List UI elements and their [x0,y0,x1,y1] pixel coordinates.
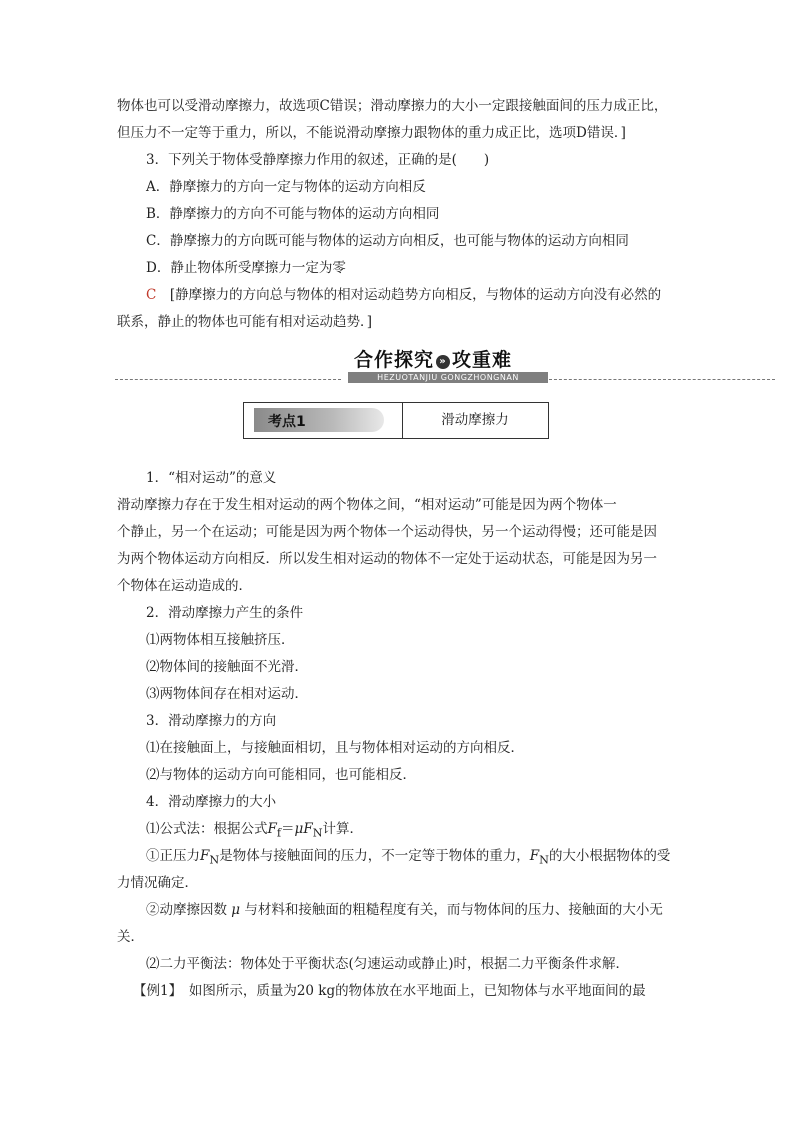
text: ①正压力 [146,848,200,864]
normal-force-line [146,847,670,870]
text-line: 个静止，另一个在运动；可能是因为两个物体一个运动得快，另一个运动得慢；还可能是因 [117,524,657,540]
text-line: 为两个物体运动方向相反．所以发生相对运动的物体不一定处于运动状态，可能是因为另一 [117,551,657,567]
formula-sub: f [276,826,282,840]
formula-eq: ＝ [281,821,295,837]
direction-2: ⑵与物体的运动方向可能相同，也可能相反． [146,767,416,783]
formula-pre: ⑴公式法：根据公式 [146,821,268,837]
formula-sub: N [312,826,323,840]
section-title [354,345,512,372]
condition-2: ⑵物体间的接触面不光滑． [146,659,308,675]
direction-1: ⑴在接触面上，与接触面相切，且与物体相对运动的方向相反． [146,740,524,756]
text: 与材料和接触面的粗糙程度有关，而与物体间的压力、接触面的大小无 [244,902,663,918]
text-line: 滑动摩擦力存在于发生相对运动的两个物体之间，“相对运动”可能是因为两个物体一 [117,497,617,513]
text-line: 联系，静止的物体也可能有相对运动趋势．] [117,314,373,330]
section-subtitle: HEZUOTANJIU GONGZHONGNAN [348,372,548,383]
equilibrium-line: ⑵二力平衡法：物体处于平衡状态(匀速运动或静止)时，根据二力平衡条件求解． [146,956,630,972]
formula-post: 计算． [322,821,364,837]
option-b: B．静摩擦力的方向不可能与物体的运动方向相同 [146,206,440,222]
option-d: D．静止物体所受摩擦力一定为零 [146,260,346,276]
double-arrow-icon: » [436,355,450,369]
text-line: 关． [117,929,144,945]
var: μ [231,902,241,918]
option-a: A．静摩擦力的方向一定与物体的运动方向相反 [146,179,426,195]
kaodian-tag: 考点1 [268,414,306,430]
text: ②动摩擦因数 [146,902,227,918]
kaodian-tag-cell [244,403,403,438]
answer-line [146,286,661,304]
example-1: 【例1】 如图所示，质量为20 kg的物体放在水平地面上，已知物体与水平地面间的最 [133,983,646,999]
text-line: 个物体在运动造成的． [117,578,252,594]
section-divider-left [115,379,341,380]
kaodian-topic: 滑动摩擦力 [441,412,509,428]
heading-1: 1．“相对运动”的意义 [146,470,277,486]
kaodian-tag-bg [254,408,384,432]
text: 是物体与接触面间的压力，不一定等于物体的重力， [219,848,530,864]
option-c: C．静摩擦力的方向既可能与物体的运动方向相反，也可能与物体的运动方向相同 [146,233,629,249]
var: F [200,848,210,864]
condition-3: ⑶两物体间存在相对运动． [146,686,308,702]
condition-1: ⑴两物体相互接触挤压． [146,632,295,648]
formula-var: F [267,821,277,837]
text-line: 物体也可以受滑动摩擦力，故选项C错误；滑动摩擦力的大小一定跟接触面间的压力成正比， [117,98,668,114]
sub: N [539,853,549,867]
mu-line [146,901,663,919]
section-title-left: 合作探究 [354,349,435,371]
section-title-right: 攻重难 [452,349,513,371]
text-line: 但压力不一定等于重力，所以，不能说滑动摩擦力跟物体的重力成正比，选项D错误．] [117,125,626,141]
heading-2: 2．滑动摩擦力产生的条件 [146,605,304,621]
section-divider-right [549,379,775,380]
answer-letter: C [146,287,157,303]
answer-explanation: [静摩擦力的方向总与物体的相对运动趋势方向相反，与物体的运动方向没有必然的 [156,287,662,303]
formula-line [146,820,363,843]
section-header [340,345,550,385]
heading-3: 3．滑动摩擦力的方向 [146,713,277,729]
text-line: 力情况确定． [117,875,198,891]
heading-4: 4．滑动摩擦力的大小 [146,794,277,810]
text: 的大小根据物体的受 [548,848,671,864]
question-3: 3．下列关于物体受静摩擦力作用的叙述，正确的是( ) [146,152,490,168]
sub: N [209,853,220,867]
var: F [529,848,540,864]
kaodian-box [243,402,549,439]
formula-var: μF [294,821,313,837]
